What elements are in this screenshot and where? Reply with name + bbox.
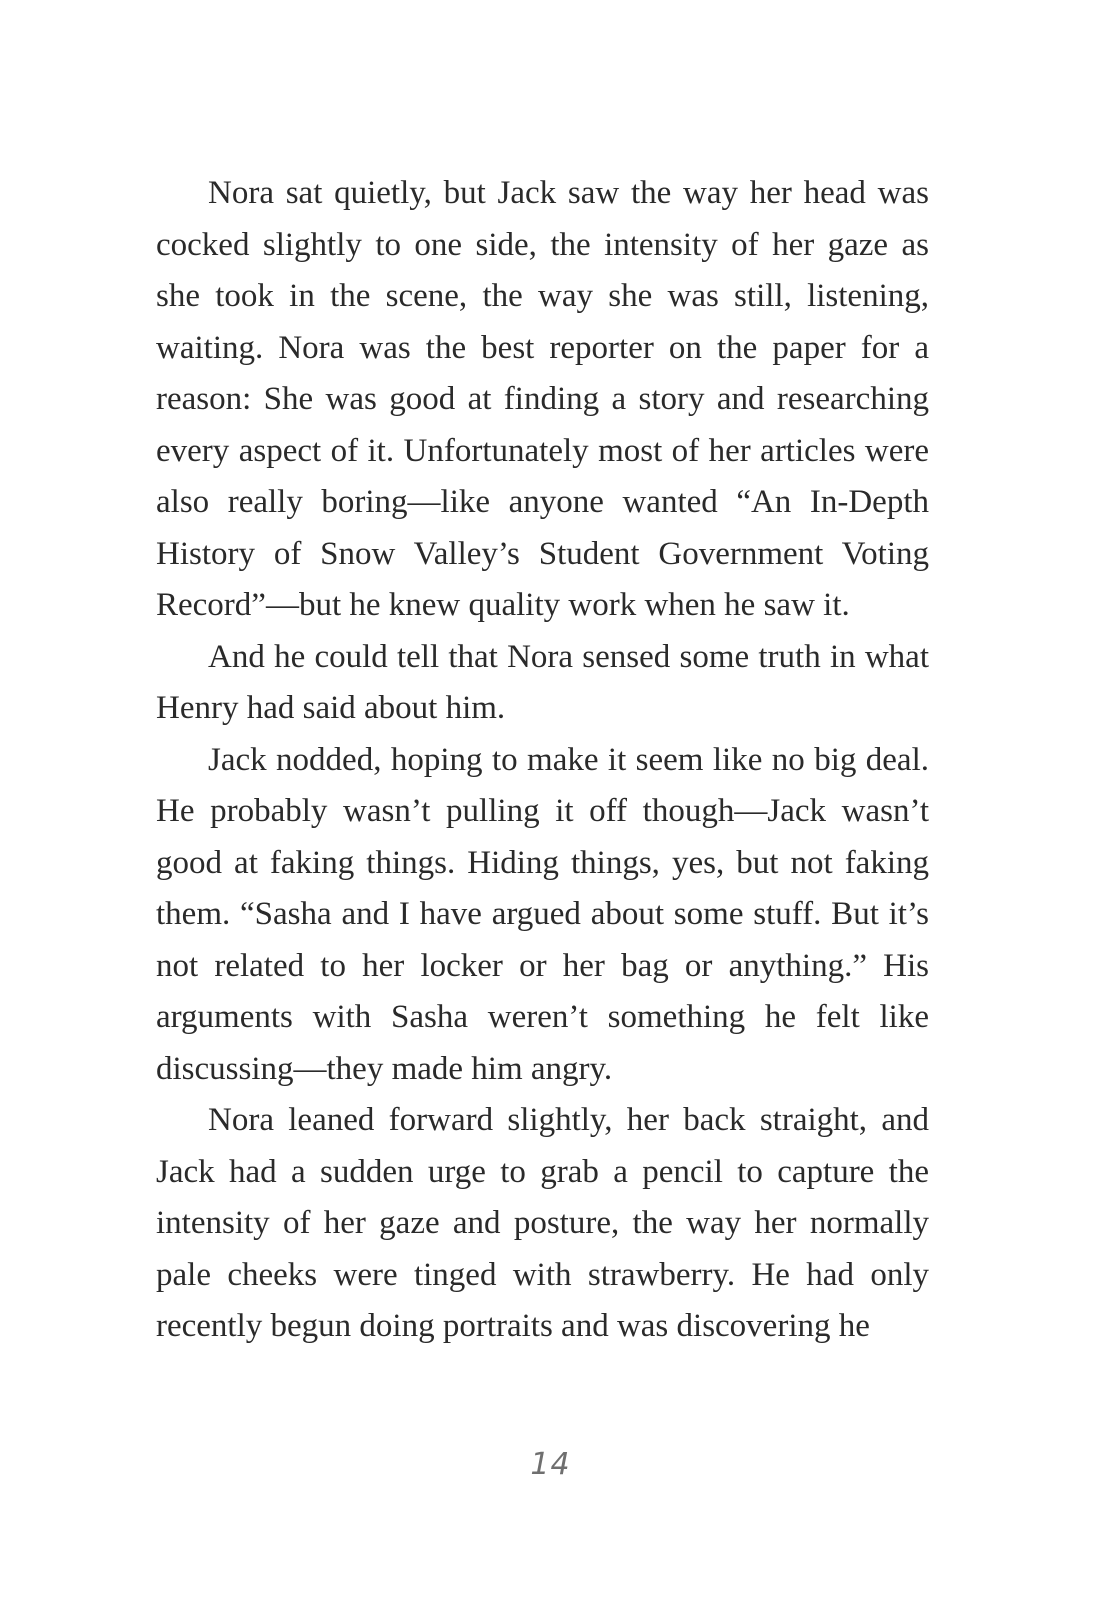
body-text	[156, 168, 929, 1353]
paragraph-2: And he could tell that Nora sensed some truth in what Henry had said about him.	[156, 638, 929, 726]
paragraph-1: Nora sat quietly, but Jack saw the way her head was cocked slightly to one side, the intensity of her gaze as she took in the scene, the way she was still, listening, waiting. Nora was the best reporter on the paper for a reason: She was good at finding a story and researching every aspect of it. Unfortunately most of her articles were also really boring—like anyone wanted “An In-Depth History of Snow Valley’s Student Government Voting Record”—but he knew quality work when he saw it.	[156, 175, 929, 623]
paragraph-3: Jack nodded, hoping to make it seem like no big deal. He probably wasn’t pulling it off though—Jack wasn’t good at faking things. Hiding things, yes, but not faking them. “Sasha and I have argued about some stuff. But it’s not related to her locker or her bag or anything.” His arguments with Sasha weren’t something he felt like discussing—they made him angry.	[156, 741, 929, 1087]
page-number: 14	[530, 1447, 571, 1482]
paragraph-4: Nora leaned forward slightly, her back straight, and Jack had a sudden urge to grab a pencil to capture the intensity of her gaze and posture, the way her normally pale cheeks were tinged with strawberry. He had only recently begun doing portraits and was discovering he	[156, 1102, 929, 1344]
